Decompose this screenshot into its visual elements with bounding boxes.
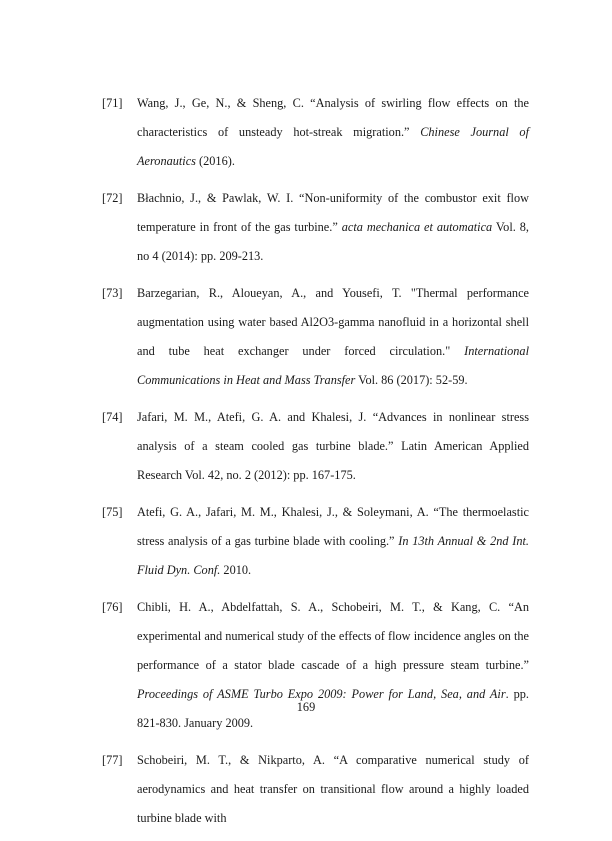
reference-entry [102, 498, 529, 585]
reference-text-segment: Vol. 86 (2017): 52-59. [355, 373, 468, 387]
reference-number: [75] [102, 505, 123, 519]
reference-text-segment: Schobeiri, M. T., & Nikparto, A. “A comparative numerical study of aerodynamics and heat transfer on transitional flow around a highly loaded turbine blade with [137, 753, 529, 825]
journal-title: acta mechanica et automatica [341, 220, 493, 234]
reference-number: [71] [102, 96, 123, 110]
reference-text [137, 279, 529, 395]
reference-number: [74] [102, 410, 123, 424]
page-number: 169 [296, 700, 316, 714]
reference-text-segment: (2016). [195, 154, 235, 168]
reference-entry [102, 279, 529, 395]
reference-entry [102, 184, 529, 271]
reference-entry [102, 89, 529, 176]
reference-text-segment: . pp. 821-830. January 2009. [137, 687, 529, 730]
reference-text-segment: Jafari, M. M., Atefi, G. A. and Khalesi, J. “Advances in nonlinear stress analysis of a steam cooled gas turbine blade.” Latin American Applied Research Vol. 42, no. 2 (2012): pp. 167-175. [137, 410, 529, 482]
journal-title: International Communications in Heat and Mass Transfer [137, 344, 529, 387]
reference-entry [102, 593, 529, 738]
reference-list [102, 89, 529, 841]
reference-number: [73] [102, 286, 123, 300]
reference-entry [102, 746, 529, 833]
reference-text [137, 403, 529, 490]
proceedings-title: Proceedings of ASME Turbo Expo 2009: Power for Land, Sea, and Air [137, 687, 506, 701]
reference-text-segment: Barzegarian, R., Aloueyan, A., and Yousefi, T. "Thermal performance augmentation using water based Al2O3-gamma nanofluid in a horizontal shell and tube heat exchanger under forced circulation." [137, 286, 529, 358]
conference-title: In 13th Annual & 2nd Int. Fluid Dyn. Conf. [137, 534, 529, 577]
reference-number: [72] [102, 191, 123, 205]
reference-text-segment: Atefi, G. A., Jafari, M. M., Khalesi, J., & Soleymani, A. “The thermoelastic stress analysis of a gas turbine blade with cooling.” [137, 505, 529, 548]
reference-entry [102, 403, 529, 490]
reference-text [137, 746, 529, 833]
journal-title: Chinese Journal of Aeronautics [137, 125, 529, 168]
reference-text [137, 184, 529, 271]
reference-number: [76] [102, 600, 123, 614]
reference-text-segment: Chibli, H. A., Abdelfattah, S. A., Schobeiri, M. T., & Kang, C. “An experimental and numerical study of the effects of flow incidence angles on the performance of a stator blade cascade of a high pressure steam turbine.” [137, 600, 529, 672]
reference-text [137, 498, 529, 585]
reference-text-segment: Błachnio, J., & Pawlak, W. I. “Non-uniformity of the combustor exit flow temperature in front of the gas turbine.” [137, 191, 529, 234]
reference-number: [77] [102, 753, 123, 767]
reference-text-segment: Wang, J., Ge, N., & Sheng, C. “Analysis of swirling flow effects on the characteristics of unsteady hot-streak migration.” [137, 96, 529, 139]
reference-text [137, 593, 529, 738]
reference-text [137, 89, 529, 176]
reference-text-segment: Vol. 8, no 4 (2014): pp. 209-213. [137, 220, 529, 263]
reference-text-segment: 2010. [220, 563, 252, 577]
